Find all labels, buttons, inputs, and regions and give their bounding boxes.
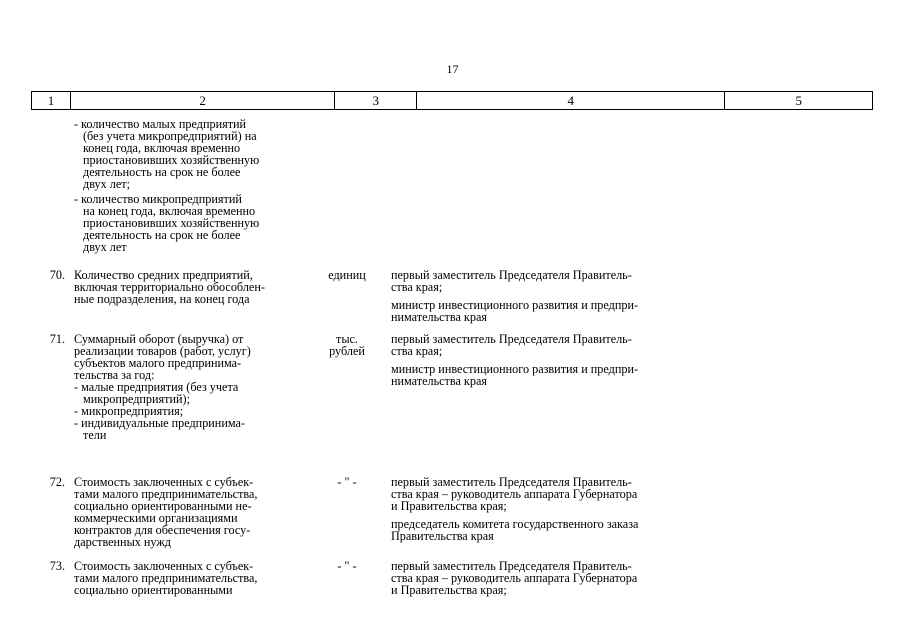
row-name: Стоимость заключенных с субъек- тами малого предпринимательства, социально ориентированными не- коммерческими организациями контрактов для обеспечения госу- дарственных нужд <box>74 475 258 549</box>
row-unit: тыс. рублей <box>329 332 365 358</box>
row-responsible <box>391 333 701 387</box>
row-responsible <box>391 560 701 596</box>
row-number: 70. <box>49 268 65 282</box>
row-unit: единиц <box>328 268 366 282</box>
row-unit: - " - <box>337 559 357 573</box>
page-number: 17 <box>446 62 459 76</box>
responsible-entry: министр инвестиционного развития и предпри- нимательства края <box>391 362 639 388</box>
responsible-entry: первый заместитель Председателя Правитель- ства края – руководитель аппарата Губернатора и Правительства края; <box>391 475 638 513</box>
continuation-item: - количество малых предприятий (без учета микропредприятий) на конец года, включая временно приостановивших хозяйственную деятельность на срок не более двух лет; <box>74 117 260 191</box>
header-col-1: 1 <box>32 92 71 109</box>
subitem: - микропредприятия; <box>74 404 184 418</box>
row-responsible <box>391 269 701 323</box>
responsible-entry: председатель комитета государственного заказа Правительства края <box>391 517 639 543</box>
continuation-name-cell <box>74 118 306 253</box>
responsible-entry: первый заместитель Председателя Правитель- ства края – руководитель аппарата Губернатора и Правительства края; <box>391 559 638 597</box>
row-number: 72. <box>49 475 65 489</box>
header-col-2: 2 <box>71 92 335 109</box>
header-col-4: 4 <box>417 92 725 109</box>
header-col-5: 5 <box>795 93 802 108</box>
table-header-row <box>31 91 873 110</box>
header-col-3: 3 <box>335 92 417 109</box>
row-responsible <box>391 476 701 542</box>
row-number: 71. <box>49 332 65 346</box>
row-name: Суммарный оборот (выручка) от реализации товаров (работ, услуг) субъектов малого предпринима- тельства за год: - малые предприятия (без учета микропредприятий); - микропредприятия; - индивидуальные предпринима- тели <box>74 333 306 441</box>
continuation-item: - количество микропредприятий на конец года, включая временно приостановивших хозяйственную деятельность на срок не более двух лет <box>74 192 260 254</box>
responsible-entry: первый заместитель Председателя Правитель- ства края; <box>391 332 632 358</box>
row-number: 73. <box>49 559 65 573</box>
row-name: Количество средних предприятий, включая территориально обособлен- ные подразделения, на конец года <box>74 268 265 306</box>
responsible-entry: первый заместитель Председателя Правитель- ства края; <box>391 268 632 294</box>
subitem: - малые предприятия (без учета микропредприятий); <box>74 380 239 406</box>
subitem: - индивидуальные предпринима- тели <box>74 416 245 442</box>
row-name: Стоимость заключенных с субъек- тами малого предпринимательства, социально ориентированными <box>74 559 258 597</box>
row-unit: - " - <box>337 475 357 489</box>
responsible-entry: министр инвестиционного развития и предпри- нимательства края <box>391 298 639 324</box>
